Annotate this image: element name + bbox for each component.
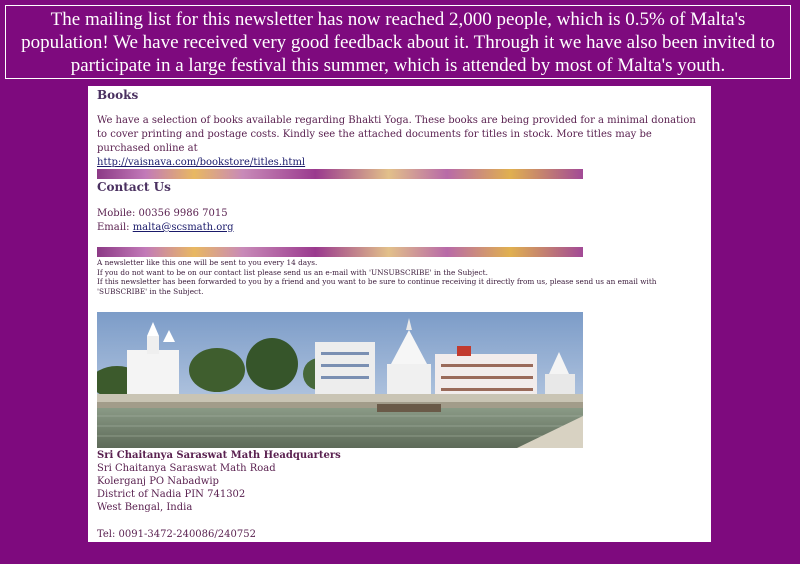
temple-photo bbox=[97, 312, 583, 448]
books-body bbox=[97, 114, 697, 170]
temple-photo-illustration bbox=[97, 312, 583, 448]
notice-frequency: A newsletter like this one will be sent to you every 14 days. bbox=[97, 258, 318, 267]
contact-mobile: Mobile: 00356 9986 7015 bbox=[97, 208, 228, 219]
notice-unsubscribe: If you do not want to be on our contact list please send us an e-mail with 'UNSUBSCRIBE' in the Subject. bbox=[97, 267, 488, 277]
address-po: Kolerganj PO Nabadwip bbox=[97, 476, 219, 487]
contact-details bbox=[97, 207, 697, 235]
contact-email-row bbox=[97, 221, 697, 235]
contact-email-link[interactable]: malta@scsmath.org bbox=[132, 222, 234, 233]
contact-section bbox=[97, 180, 697, 194]
address-telephone: Tel: 0091-3472-240086/240752 bbox=[97, 529, 256, 540]
decorative-divider-2 bbox=[97, 247, 583, 257]
contact-email-label: Email: bbox=[97, 222, 130, 233]
address-street: Sri Chaitanya Saraswat Math Road bbox=[97, 463, 276, 474]
books-heading: Books bbox=[97, 88, 139, 102]
address-name: Sri Chaitanya Saraswat Math Headquarters bbox=[97, 450, 341, 461]
bookstore-link[interactable]: http://vaisnava.com/bookstore/titles.html bbox=[97, 157, 306, 168]
books-section bbox=[97, 88, 697, 102]
contact-heading: Contact Us bbox=[97, 180, 171, 194]
address-district: District of Nadia PIN 741302 bbox=[97, 489, 246, 500]
subscription-notices bbox=[97, 258, 705, 296]
books-text: We have a selection of books available regarding Bhakti Yoga. These books are being provided for a minimal donation to cover printing and postage costs. Kindly see the attached documents for titles in stock. More titles may be purchased online at bbox=[97, 115, 696, 154]
notice-subscribe: If this newsletter has been forwarded to you by a friend and you want to be sure to continue receiving it directly from us, please send us an email with 'SUBSCRIBE' in the Subject. bbox=[97, 277, 657, 296]
newsletter-document bbox=[88, 86, 711, 542]
announcement-text: The mailing list for this newsletter has now reached 2,000 people, which is 0.5% of Malta's population! We have received very good feedback about it. Through it we have also been invited to participate in a large festival this summer, which is attended by most of Malta's youth. bbox=[21, 9, 775, 76]
telephone-row bbox=[97, 529, 697, 540]
decorative-divider-1 bbox=[97, 169, 583, 179]
address-block bbox=[97, 449, 697, 514]
address-state: West Bengal, India bbox=[97, 502, 193, 513]
announcement-banner bbox=[5, 5, 791, 79]
